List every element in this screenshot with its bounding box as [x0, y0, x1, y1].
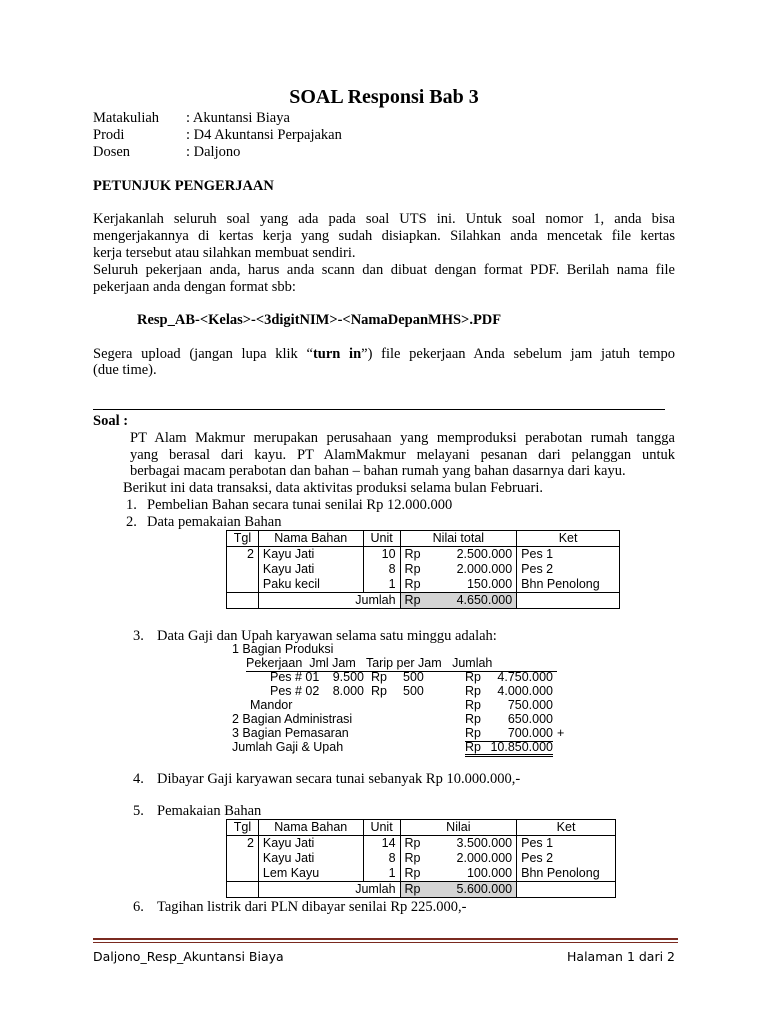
column-header: Unit [363, 531, 400, 547]
filename-format: Resp_AB-<Kelas>-<3digitNIM>-<NamaDepanMHS>.PDF [137, 312, 502, 328]
cell-date [227, 577, 259, 593]
cell-note: Bhn Penolong [517, 866, 616, 882]
cell-unit: 14 [363, 836, 400, 852]
upload-post: ”) file pekerjaan Anda sebelum jam jatuh tempo [361, 346, 675, 362]
cell-value: 2.500.000 [425, 547, 517, 563]
column-header: Tgl [227, 531, 259, 547]
cell-empty [517, 882, 616, 898]
payroll-employee-name: Pes # 02 [270, 684, 320, 698]
payroll-employee-name: Pes # 01 [270, 670, 320, 684]
payroll-production-label: 1 Bagian Produksi [232, 642, 334, 656]
material-usage-table-1 [226, 530, 620, 609]
item-text: Data pemakaian Bahan [147, 514, 282, 530]
table-row [227, 836, 616, 852]
meta-program-value: : D4 Akuntansi Perpajakan [186, 127, 342, 143]
cell-currency: Rp [400, 547, 425, 563]
cell-note: Pes 1 [517, 836, 616, 852]
table-header-row [227, 531, 620, 547]
payroll-rate: 500 [403, 670, 424, 684]
table-row [227, 577, 620, 593]
table-row [227, 547, 620, 563]
soal-intro-line: berbagai macam perabotan dan bahan – bahan rumah yang bahan dasarnya dari kayu. [130, 463, 626, 479]
instructions-line: kerja tersebut atau silahkan membuat sendiri. [93, 245, 356, 261]
cell-empty [517, 593, 620, 609]
payroll-admin-label: 2 Bagian Administrasi [232, 712, 353, 726]
cell-empty [227, 882, 259, 898]
payroll-amount-currency: Rp [465, 712, 481, 726]
payroll-amount: 700.000 [507, 726, 553, 740]
table-row [227, 851, 616, 866]
item-text: Tagihan listrik dari PLN dibayar senilai Rp 225.000,- [157, 899, 467, 915]
cell-date: 2 [227, 836, 259, 852]
cell-unit: 8 [363, 562, 400, 577]
item-number: 5. [133, 803, 144, 819]
meta-lecturer-value: : Daljono [186, 144, 241, 160]
cell-value: 2.000.000 [425, 851, 517, 866]
cell-date [227, 562, 259, 577]
payroll-amount: 10.850.000 [490, 740, 553, 754]
item-number: 4. [133, 771, 144, 787]
soal-label: Soal : [93, 413, 129, 429]
payroll-total-label: Jumlah Gaji & Upah [232, 740, 344, 754]
column-header: Nama Bahan [258, 820, 363, 836]
material-usage-table-2 [226, 819, 616, 898]
meta-lecturer [93, 144, 240, 161]
transactions-intro: Berikut ini data transaksi, data aktivitas produksi selama bulan Februari. [123, 480, 543, 496]
payroll-amount-currency: Rp [465, 698, 481, 712]
plus-sign: + [557, 726, 565, 740]
column-header: Nilai [400, 820, 517, 836]
instructions-line: mengerjakannya di kertas kerja yang sudah disiapkan. Silahkan anda mencetak file kertas [93, 228, 675, 244]
cell-value: 2.000.000 [425, 562, 517, 577]
meta-course-value: : Akuntansi Biaya [186, 110, 290, 126]
cell-note: Pes 1 [517, 547, 620, 563]
payroll-rate-currency: Rp [371, 684, 387, 698]
cell-material: Kayu Jati [258, 851, 363, 866]
payroll-amount-currency: Rp [465, 740, 481, 754]
footer-left: Daljono_Resp_Akuntansi Biaya [93, 949, 284, 964]
payroll-column-header: Pekerjaan Jml Jam Tarip per Jam Jumlah [246, 657, 557, 672]
payroll-total-amount [465, 741, 553, 757]
cell-currency: Rp [400, 562, 425, 577]
payroll-rate: 500 [403, 684, 424, 698]
cell-unit: 1 [363, 866, 400, 882]
soal-intro-line: yang berasal dari kayu. PT AlamMakmur melayani pesanan dari pelanggan untuk [130, 447, 675, 463]
payroll-mandor-label: Mandor [250, 698, 293, 712]
item-number: 1. [126, 497, 137, 513]
table-header-row [227, 820, 616, 836]
column-header: Ket [517, 531, 620, 547]
column-header: Nilai total [400, 531, 517, 547]
cell-unit: 1 [363, 577, 400, 593]
cell-note: Pes 2 [517, 851, 616, 866]
meta-course-key: Matakuliah [93, 110, 160, 126]
cell-value: 150.000 [425, 577, 517, 593]
payroll-hours: 8.000 [332, 684, 364, 698]
payroll-amount: 4.750.000 [497, 670, 553, 684]
total-currency: Rp [400, 593, 425, 609]
upload-instruction-line2: (due time). [93, 362, 157, 378]
instructions-line: Seluruh pekerjaan anda, harus anda scann dan dibuat dengan format PDF. Berilah nama file [93, 262, 675, 278]
cell-currency: Rp [400, 836, 425, 852]
meta-program [93, 127, 342, 144]
total-label: Jumlah [258, 593, 400, 609]
cell-unit: 8 [363, 851, 400, 866]
separator-line [93, 409, 665, 410]
meta-program-key: Prodi [93, 127, 125, 143]
upload-instruction [93, 346, 675, 363]
instructions-line: pekerjaan anda dengan format sbb: [93, 279, 296, 295]
cell-material: Paku kecil [258, 577, 363, 593]
cell-currency: Rp [400, 851, 425, 866]
cell-date [227, 866, 259, 882]
item-text: Data Gaji dan Upah karyawan selama satu minggu adalah: [157, 628, 497, 644]
instructions-line: Kerjakanlah seluruh soal yang ada pada soal UTS ini. Untuk soal nomor 1, anda bisa [93, 211, 675, 227]
column-header: Ket [517, 820, 616, 836]
total-label: Jumlah [258, 882, 400, 898]
cell-date [227, 851, 259, 866]
cell-note: Pes 2 [517, 562, 620, 577]
table-total-row [227, 882, 616, 898]
column-header: Unit [363, 820, 400, 836]
item-number: 3. [133, 628, 144, 644]
payroll-amount: 750.000 [507, 698, 553, 712]
meta-lecturer-key: Dosen [93, 144, 131, 160]
instructions-heading: PETUNJUK PENGERJAAN [93, 178, 274, 194]
cell-currency: Rp [400, 577, 425, 593]
upload-bold: turn in [312, 346, 362, 362]
cell-material: Kayu Jati [258, 547, 363, 563]
soal-intro-line: PT Alam Makmur merupakan perusahaan yang memproduksi perabotan rumah tangga [130, 430, 675, 446]
table-total-row [227, 593, 620, 609]
meta-course [93, 110, 290, 127]
payroll-amount: 650.000 [507, 712, 553, 726]
footer-rule [93, 942, 678, 943]
item-text: Dibayar Gaji karyawan secara tunai sebanyak Rp 10.000.000,- [157, 771, 521, 787]
payroll-marketing-label: 3 Bagian Pemasaran [232, 726, 349, 740]
cell-empty [227, 593, 259, 609]
payroll-hours: 9.500 [332, 670, 364, 684]
item-text: Pembelian Bahan secara tunai senilai Rp 12.000.000 [147, 497, 453, 513]
total-currency: Rp [400, 882, 425, 898]
total-value: 5.600.000 [425, 882, 517, 898]
footer-page-number: Halaman 1 dari 2 [567, 949, 675, 964]
cell-note: Bhn Penolong [517, 577, 620, 593]
table-row [227, 562, 620, 577]
cell-value: 100.000 [425, 866, 517, 882]
cell-material: Kayu Jati [258, 836, 363, 852]
cell-date: 2 [227, 547, 259, 563]
column-header: Tgl [227, 820, 259, 836]
cell-material: Kayu Jati [258, 562, 363, 577]
cell-value: 3.500.000 [425, 836, 517, 852]
footer-rule [93, 938, 678, 940]
item-text: Pemakaian Bahan [157, 803, 262, 819]
page-title: SOAL Responsi Bab 3 [289, 86, 479, 108]
payroll-rate-currency: Rp [371, 670, 387, 684]
cell-unit: 10 [363, 547, 400, 563]
payroll-amount-currency: Rp [465, 670, 481, 684]
total-value: 4.650.000 [425, 593, 517, 609]
cell-material: Lem Kayu [258, 866, 363, 882]
item-number: 2. [126, 514, 137, 530]
item-number: 6. [133, 899, 144, 915]
column-header: Nama Bahan [258, 531, 363, 547]
payroll-amount: 4.000.000 [497, 684, 553, 698]
table-row [227, 866, 616, 882]
upload-pre: Segera upload (jangan lupa klik “ [93, 346, 313, 362]
cell-currency: Rp [400, 866, 425, 882]
payroll-amount-currency: Rp [465, 684, 481, 698]
payroll-amount-currency: Rp [465, 726, 481, 740]
